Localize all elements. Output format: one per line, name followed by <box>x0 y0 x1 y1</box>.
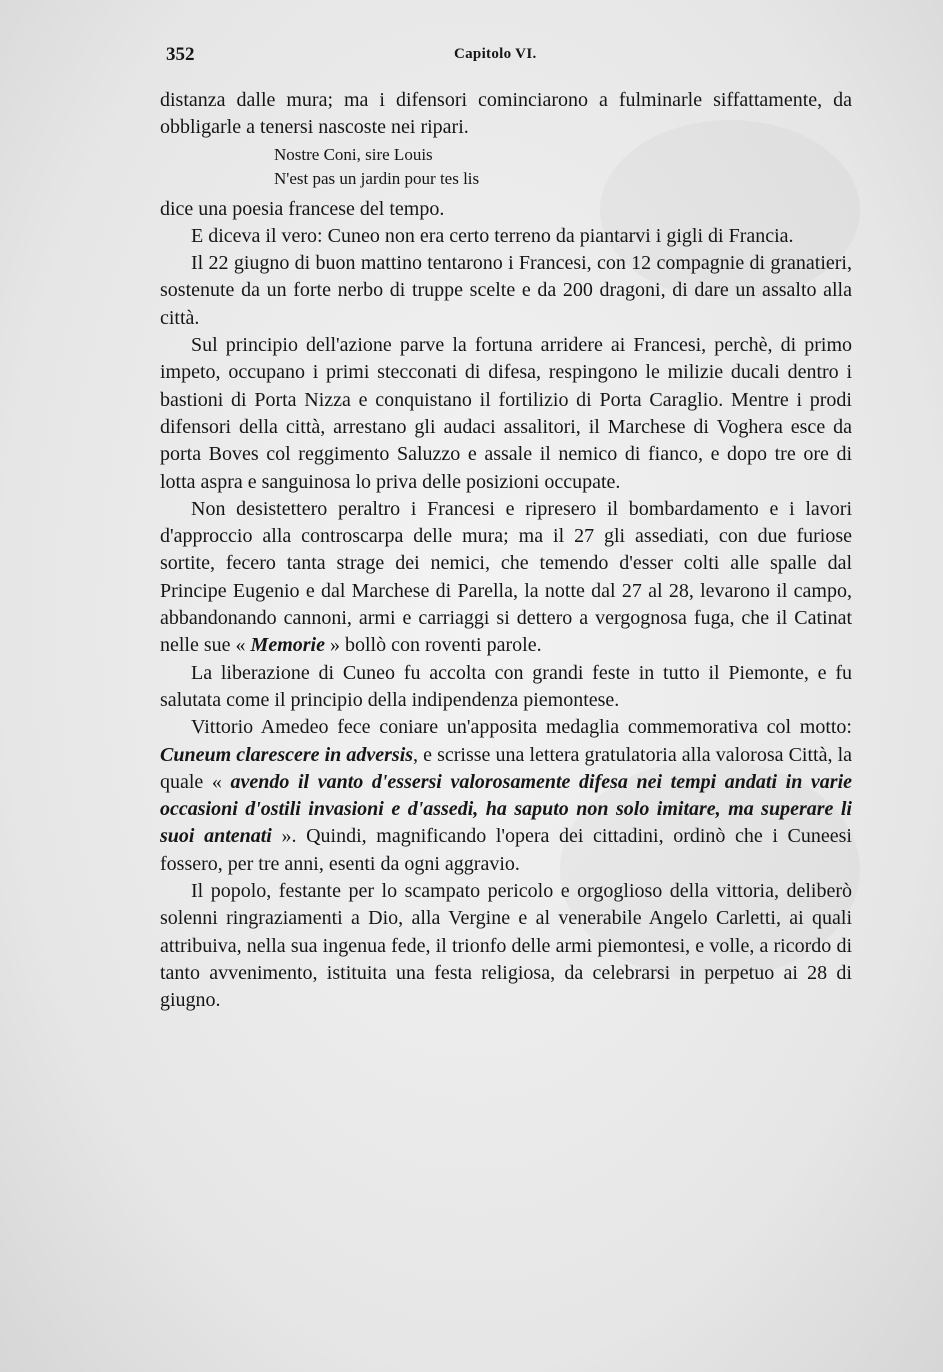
italic-text: Memorie <box>250 634 325 657</box>
text-run: Vittorio Amedeo fece coniare un'apposita medaglia commemorativa col motto: <box>191 716 852 739</box>
text-run: E diceva il vero: Cuneo non era certo terreno da piantarvi i gigli di Francia. <box>191 224 794 247</box>
text-run: Sul principio dell'azione parve la fortuna arridere ai Francesi, perchè, di primo impeto, occupano i primi stecconati di difesa, respingono le milizie ducali dentro i bastioni di Porta Nizza e conquistano il fortilizio di Porta Caraglio. Mentre i prodi difensori della città, arrestano gli audaci assalitori, il Marchese di Voghera esce da porta Boves col reggimento Saluzzo e assale il nemico di fianco, e dopo tre ore di lotta aspra e sanguinosa lo priva delle posizioni occupate. <box>160 334 852 493</box>
verse-line: N'est pas un jardin pour tes lis <box>274 168 480 188</box>
page-header <box>160 44 850 74</box>
paragraph <box>160 496 852 660</box>
paragraph <box>160 660 852 715</box>
paragraph <box>160 250 852 332</box>
verse-quote <box>160 143 852 191</box>
paragraph <box>160 87 852 142</box>
paragraph <box>160 332 852 496</box>
italic-text: avendo il vanto d'essersi valorosamente difesa nei tempi andati in varie occasioni d'ostili invasioni e d'assedi, ha saputo non solo imitare, ma superare li suoi antenati <box>160 770 853 848</box>
text-run: distanza dalle mura; ma i difensori cominciarono a fulminarle siffattamente, da obbligarle a tenersi nascoste nei ripari. <box>160 89 852 139</box>
paragraph <box>160 878 852 1014</box>
text-run: » bollò con roventi parole. <box>324 634 542 657</box>
text-run: Non desistettero peraltro i Francesi e ripresero il bombardamento e i lavori d'approccio alla controscarpa delle mura; ma il 27 gli assediati, con due furiose sortite, fecero tanta strage dei nemici, che temendo d'esser colti alle spalle dal Principe Eugenio e dal Marchese di Parella, la notte dal 27 al 28, levarono il campo, abbandonando cannoni, armi e carriaggi si dettero a vergognosa fuga, che il Catinat nelle sue « <box>160 497 852 657</box>
body-text <box>160 87 852 1015</box>
paragraph <box>160 223 852 250</box>
text-run: dice una poesia francese del tempo. <box>160 197 445 220</box>
text-run: Il 22 giugno di buon mattino tentarono i Francesi, con 12 compagnie di granatieri, sostenute da un forte nerbo di truppe scelte e da 200 dragoni, di dare un assalto alla città. <box>160 252 852 329</box>
italic-text: Cuneum clarescere in adversis <box>160 743 414 766</box>
text-run: ». Quindi, magnificando l'opera dei cittadini, ordinò che i Cuneesi fossero, per tre anni, esenti da ogni aggravio. <box>160 825 852 875</box>
text-run: La liberazione di Cuneo fu accolta con grandi feste in tutto il Piemonte, e fu salutata come il principio della indipendenza piemontese. <box>160 661 852 711</box>
running-head: Capitolo VI. <box>454 46 537 62</box>
text-run: , e scrisse una lettera gratulatoria alla valorosa Città, la quale « <box>160 743 852 793</box>
page-number: 352 <box>166 44 195 65</box>
paragraph <box>160 714 852 878</box>
verse-line: Nostre Coni, sire Louis <box>274 144 433 164</box>
text-run: Il popolo, festante per lo scampato pericolo e orgoglioso della vittoria, deliberò solenni ringraziamenti a Dio, alla Vergine e al venerabile Angelo Carletti, ai quali attribuiva, nella sua ingenua fede, il trionfo delle armi piemontesi, e volle, a ricordo di tanto avvenimento, istituita una festa religiosa, da celebrarsi in perpetuo ai 28 di giugno. <box>160 880 852 1012</box>
paragraph <box>160 196 852 223</box>
